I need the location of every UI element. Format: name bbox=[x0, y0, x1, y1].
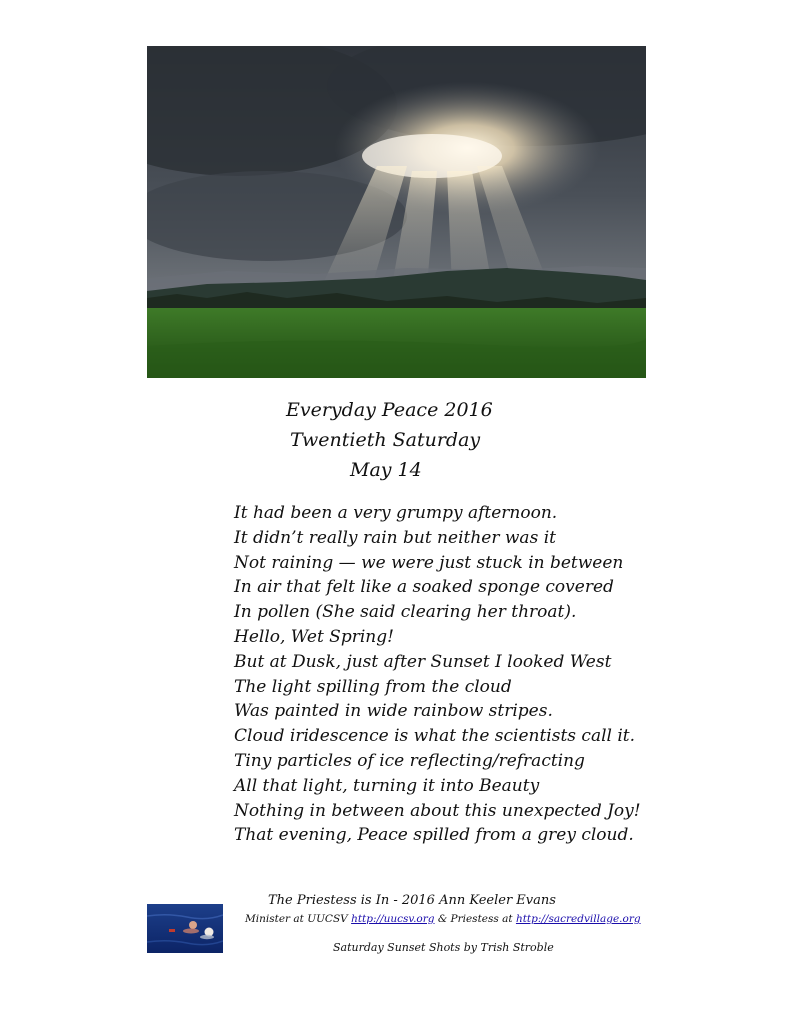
poem-line: Tiny particles of ice reflecting/refracting bbox=[234, 750, 585, 771]
poem-line: Not raining — we were just stuck in between bbox=[234, 552, 624, 573]
priestess-label: & Priestess at bbox=[434, 913, 516, 925]
sacred-village-link[interactable]: http://sacredvillage.org bbox=[515, 913, 641, 925]
poem-line: It had been a very grumpy afternoon. bbox=[234, 503, 558, 523]
minister-label: Minister at UUCSV bbox=[245, 913, 352, 925]
swimmers-thumbnail bbox=[147, 904, 223, 953]
page-title: Everyday Peace 2016 bbox=[286, 399, 493, 421]
sunset-photo bbox=[147, 46, 646, 378]
poem-line: It didn’t really rain but neither was it bbox=[234, 527, 556, 548]
poem-line: Was painted in wide rainbow stripes. bbox=[234, 701, 553, 722]
uucsv-link[interactable]: http://uucsv.org bbox=[351, 913, 435, 925]
poem-line: That evening, Peace spilled from a grey cloud. bbox=[234, 825, 634, 846]
poem-line: Hello, Wet Spring! bbox=[234, 626, 394, 647]
poem-line: Nothing in between about this unexpected Joy! bbox=[234, 800, 641, 821]
poem-line: All that light, turning it into Beauty bbox=[234, 775, 540, 796]
swimmers-thumbnail-drawing bbox=[147, 904, 223, 953]
poem-line: In air that felt like a soaked sponge covered bbox=[234, 577, 614, 598]
sunset-photo-drawing bbox=[147, 46, 646, 378]
photo-credit: Saturday Sunset Shots by Trish Stroble bbox=[333, 941, 554, 954]
poem-line: But at Dusk, just after Sunset I looked West bbox=[234, 651, 612, 672]
title-block bbox=[230, 395, 550, 485]
footer-title: The Priestess is In - 2016 Ann Keeler Evans bbox=[268, 893, 556, 908]
page-date: May 14 bbox=[350, 459, 422, 481]
poem-line: The light spilling from the cloud bbox=[234, 676, 512, 697]
poem bbox=[234, 501, 674, 848]
page-subtitle: Twentieth Saturday bbox=[290, 429, 481, 451]
poem-line: Cloud iridescence is what the scientists call it. bbox=[234, 726, 636, 747]
poem-line: In pollen (She said clearing her throat). bbox=[234, 602, 577, 623]
footer-affiliations bbox=[245, 913, 641, 925]
